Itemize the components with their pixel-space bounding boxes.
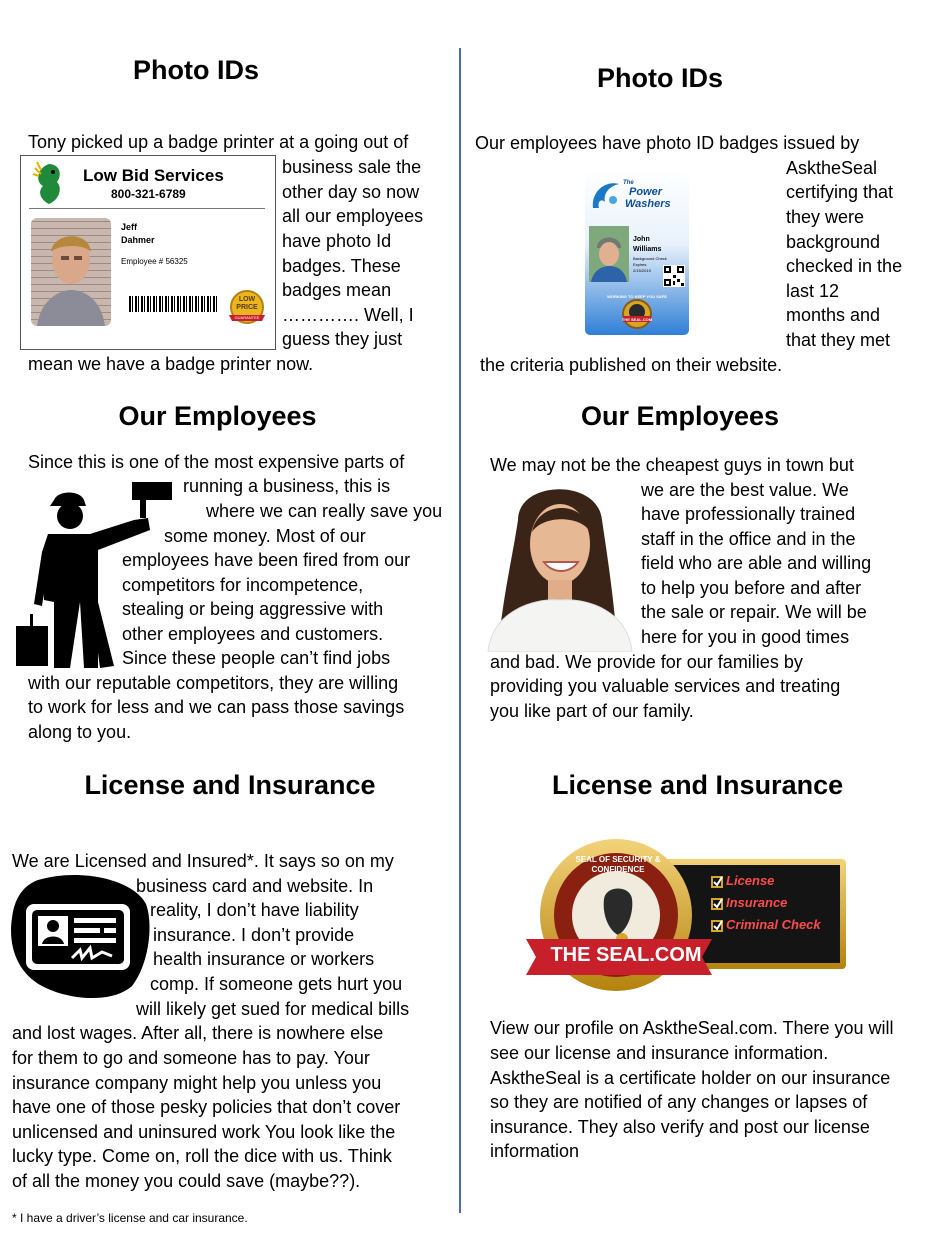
employee-mugshot xyxy=(31,218,111,326)
right-license-line: so they are notified of any changes or lapses of xyxy=(490,1092,868,1112)
left-license-line: and lost wages. After all, there is nowhere else xyxy=(12,1023,384,1043)
right-license-line: insurance. They also verify and post our license xyxy=(490,1117,870,1137)
left-photo-ids-line: badges. These xyxy=(282,256,401,276)
power-washers-id-badge xyxy=(585,170,689,335)
left-license-line: unlicensed and uninsured work You look like the xyxy=(12,1122,396,1142)
left-license-line: health insurance or workers xyxy=(153,949,375,969)
left-license-heading: License and Insurance xyxy=(84,770,376,800)
left-employees-line: competitors for incompetence, xyxy=(122,575,364,595)
column-divider xyxy=(459,48,461,1213)
low-price-seal-icon xyxy=(227,289,267,329)
left-employees-line: running a business, this is xyxy=(183,476,391,496)
left-employees-line: to work for less and we can pass those savings xyxy=(28,697,405,717)
right-photo-ids-line: months and xyxy=(786,305,881,325)
right-photo-ids-line: they were xyxy=(786,207,865,227)
left-license-line: for them to go and someone has to pay. Your xyxy=(12,1048,370,1068)
right-license-line: View our profile on AsktheSeal.com. There you will xyxy=(490,1018,894,1038)
left-license-line: reality, I don’t have liability xyxy=(150,900,359,920)
right-employees-line: you like part of our family. xyxy=(490,701,694,721)
left-photo-ids-line: mean we have a badge printer now. xyxy=(28,354,314,374)
left-photo-ids-heading: Photo IDs xyxy=(133,55,259,85)
left-photo-ids-line: all our employees xyxy=(282,206,424,226)
right-employees-line: here for you in good times xyxy=(641,627,850,647)
left-photo-ids-line: guess they just xyxy=(282,329,403,349)
left-license-line: insurance company might help you unless you xyxy=(12,1073,382,1093)
left-employees-heading: Our Employees xyxy=(118,401,317,431)
left-employees-line: other employees and customers. xyxy=(122,624,384,644)
left-photo-ids-line: business sale the xyxy=(282,157,422,177)
left-employees-line: where we can really save you xyxy=(206,501,443,521)
right-license-line: information xyxy=(490,1141,580,1161)
id-seal-text: THE SEAL.COM xyxy=(621,317,653,322)
left-photo-ids-line: other day so now xyxy=(282,182,420,202)
right-employees-line: providing you valuable services and treating xyxy=(490,676,841,696)
id-card-icon xyxy=(8,874,150,1000)
right-photo-ids-line: background xyxy=(786,232,881,252)
seal-check-criminal: Criminal Check xyxy=(726,917,821,932)
left-license-line: comp. If someone gets hurt you xyxy=(150,974,403,994)
id-first-name: John xyxy=(633,236,650,243)
left-license-line: We are Licensed and Insured*. It says so on my xyxy=(12,851,394,871)
seal-check-insurance: Insurance xyxy=(726,895,788,910)
right-photo-ids-line: checked in the xyxy=(786,256,903,276)
seal-guarantee-text: GUARANTEE xyxy=(234,315,260,320)
left-license-line: insurance. I don’t provide xyxy=(153,925,355,945)
left-employees-line: employees have been fired from our xyxy=(122,550,411,570)
seal-arc-text: SEAL OF SECURITY & CONFIDENCE xyxy=(575,855,661,874)
seal-price-text: PRICE xyxy=(236,304,258,311)
left-license-line: will likely get sued for medical bills xyxy=(136,999,410,1019)
id-company-line1: The xyxy=(623,180,634,186)
id-background-check: Background Check xyxy=(633,256,667,261)
right-employees-line: have professionally trained xyxy=(641,504,856,524)
smiling-employee-photo xyxy=(478,480,638,652)
right-employees-line: we are the best value. We xyxy=(641,480,849,500)
lizard-logo-icon xyxy=(29,160,69,208)
right-photo-ids-line: Our employees have photo ID badges issued by xyxy=(475,133,860,153)
badge-barcode xyxy=(129,296,219,312)
qr-code-icon xyxy=(663,265,685,287)
right-license-line: AsktheSeal is a certificate holder on our insurance xyxy=(490,1068,891,1088)
handyman-painter-icon xyxy=(14,482,174,670)
left-employees-line: Since these people can’t find jobs xyxy=(122,648,391,668)
left-employees-line: with our reputable competitors, they are willing xyxy=(28,673,399,693)
id-ribbon-text: WORKING TO KEEP YOU SAFE xyxy=(607,294,667,299)
seal-ribbon-text: THE SEAL.COM xyxy=(550,944,702,966)
left-photo-ids-line: have photo Id xyxy=(282,231,392,251)
right-employees-heading: Our Employees xyxy=(580,401,780,431)
right-photo-ids-heading: Photo IDs xyxy=(597,63,723,93)
left-employees-line: some money. Most of our xyxy=(164,526,366,546)
right-employees-line: the sale or repair. We will be xyxy=(641,602,867,622)
seal-low-text: LOW xyxy=(238,296,256,303)
badge-rule xyxy=(29,208,265,209)
right-employees-line: field who are able and willing xyxy=(641,553,872,573)
right-photo-ids-line: that they met xyxy=(786,330,891,350)
badge-last-name: Dahmer xyxy=(121,235,155,245)
right-photo-ids-line: last 12 xyxy=(786,281,840,301)
left-photo-ids-line: Tony picked up a badge printer at a going out of xyxy=(28,132,409,152)
footnote: * I have a driver’s license and car insurance. xyxy=(12,1211,248,1225)
badge-company-name: Low Bid Services xyxy=(83,166,224,185)
id-photo xyxy=(589,226,629,282)
left-license-line: have one of those pesky policies that don’t cover xyxy=(12,1097,401,1117)
seal-of-security-icon xyxy=(526,835,848,995)
right-employees-line: and bad. We provide for our families by xyxy=(490,652,803,672)
left-employees-line: stealing or being aggressive with xyxy=(122,599,384,619)
id-last-name: Williams xyxy=(633,246,662,253)
id-seal-icon xyxy=(621,298,653,330)
right-employees-line: to help you before and after xyxy=(641,578,862,598)
right-employees-line: We may not be the cheapest guys in town but xyxy=(490,455,854,475)
right-license-heading: License and Insurance xyxy=(552,770,844,800)
left-license-line: business card and website. In xyxy=(136,876,374,896)
id-date: 2/15/2019 xyxy=(633,268,651,273)
badge-first-name: Jeff xyxy=(121,222,138,232)
left-license-line: of all the money you could save (maybe??). xyxy=(12,1171,361,1191)
id-company-line2: Power xyxy=(629,186,663,198)
badge-phone: 800-321-6789 xyxy=(111,187,186,201)
right-photo-ids-line: AsktheSeal xyxy=(786,158,878,178)
right-license-line: see our license and insurance information. xyxy=(490,1043,829,1063)
left-license-line: lucky type. Come on, roll the dice with us. Think xyxy=(12,1146,392,1166)
badge-employee-number: Employee # 56325 xyxy=(121,257,188,266)
id-company-line3: Washers xyxy=(625,198,671,210)
seal-check-license: License xyxy=(726,873,775,888)
id-expires: Expires xyxy=(633,262,647,267)
right-photo-ids-line: the criteria published on their website. xyxy=(480,355,783,375)
left-employees-line: along to you. xyxy=(28,722,132,742)
water-splash-icon xyxy=(591,178,621,214)
left-photo-ids-line: badges mean xyxy=(282,280,392,300)
left-photo-ids-line: …………. Well, I xyxy=(282,305,414,325)
right-employees-line: staff in the office and in the xyxy=(641,529,856,549)
low-bid-badge xyxy=(20,155,276,350)
left-employees-line: Since this is one of the most expensive parts of xyxy=(28,452,405,472)
right-photo-ids-line: certifying that xyxy=(786,182,894,202)
